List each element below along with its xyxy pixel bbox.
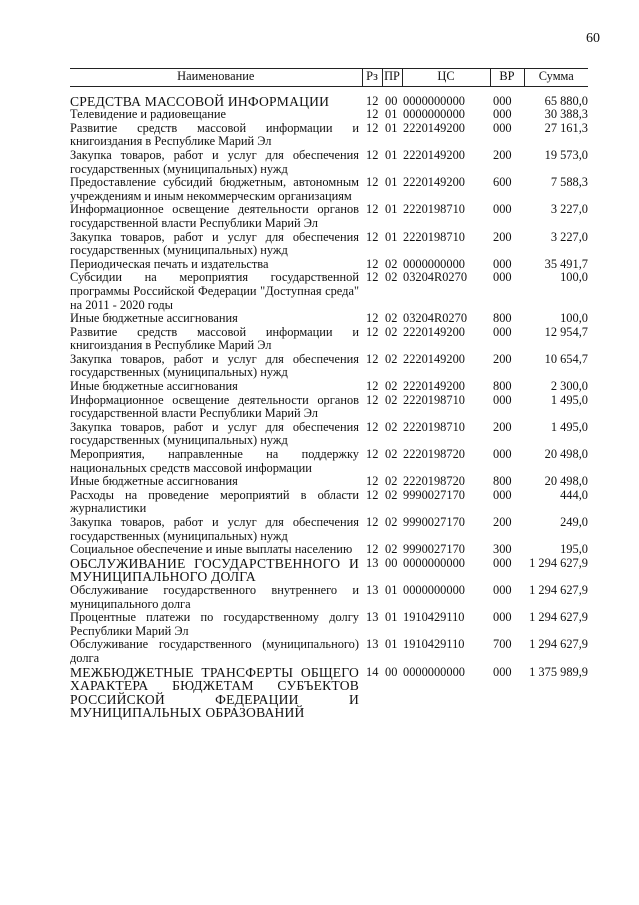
cell-rz: 12 bbox=[366, 147, 379, 162]
cell-sum: 1 294 627,9 bbox=[529, 637, 588, 652]
table-row bbox=[70, 516, 588, 543]
cell-rz: 12 bbox=[366, 392, 379, 407]
cell-vr: 000 bbox=[493, 120, 512, 135]
cell-sum: 3 227,0 bbox=[550, 229, 588, 244]
cell-cs: 1910429110 bbox=[403, 610, 465, 625]
cell-sum: 20 498,0 bbox=[544, 447, 588, 462]
section-row bbox=[70, 95, 588, 109]
header-vr: ВР bbox=[490, 69, 524, 87]
cell-sum: 1 294 627,9 bbox=[529, 555, 588, 570]
cell-sum: 27 161,3 bbox=[544, 120, 588, 135]
cell-cs: 0000000000 bbox=[403, 582, 465, 597]
cell-pr: 00 bbox=[385, 555, 398, 570]
cell-pr: 02 bbox=[385, 474, 398, 489]
table-row bbox=[70, 353, 588, 380]
cell-vr: 000 bbox=[493, 107, 512, 122]
cell-pr: 02 bbox=[385, 311, 398, 326]
cell-name: Закупка товаров, работ и услуг для обеспечения государственных (муниципальных) нужд bbox=[70, 351, 359, 380]
cell-cs: 2220149200 bbox=[403, 379, 465, 394]
cell-vr: 000 bbox=[493, 610, 512, 625]
cell-pr: 02 bbox=[385, 392, 398, 407]
table-row bbox=[70, 448, 588, 475]
cell-name: Закупка товаров, работ и услуг для обеспечения государственных (муниципальных) нужд bbox=[70, 229, 359, 258]
cell-name: Обслуживание государственного внутреннего и муниципального долга bbox=[70, 582, 359, 611]
cell-rz: 12 bbox=[366, 379, 379, 394]
cell-sum: 444,0 bbox=[560, 487, 588, 502]
cell-name: Процентные платежи по государственному долгу Республики Марий Эл bbox=[70, 610, 359, 638]
cell-name: Развитие средств массовой информации и книгоиздания в Республике Марий Эл bbox=[70, 120, 359, 149]
cell-rz: 13 bbox=[366, 555, 379, 570]
cell-vr: 000 bbox=[493, 392, 512, 407]
header-sum: Сумма bbox=[524, 69, 588, 87]
cell-cs: 2220149200 bbox=[403, 175, 465, 190]
table-row bbox=[70, 394, 588, 421]
cell-pr: 01 bbox=[385, 202, 398, 217]
cell-cs: 0000000000 bbox=[403, 664, 465, 679]
cell-rz: 13 bbox=[366, 582, 379, 597]
cell-vr: 800 bbox=[493, 379, 512, 394]
cell-rz: 12 bbox=[366, 120, 379, 135]
cell-pr: 02 bbox=[385, 515, 398, 529]
cell-rz: 12 bbox=[366, 324, 379, 339]
cell-pr: 02 bbox=[385, 324, 398, 339]
table-row bbox=[70, 380, 588, 394]
table-row bbox=[70, 108, 588, 122]
cell-pr: 01 bbox=[385, 120, 398, 135]
cell-vr: 000 bbox=[493, 582, 512, 597]
cell-pr: 01 bbox=[385, 147, 398, 162]
cell-sum: 12 954,7 bbox=[544, 324, 588, 339]
cell-cs: 0000000000 bbox=[403, 107, 465, 122]
cell-vr: 200 bbox=[493, 419, 512, 434]
cell-rz: 12 bbox=[366, 229, 379, 244]
cell-name: Иные бюджетные ассигнования bbox=[70, 379, 238, 394]
cell-name: Закупка товаров, работ и услуг для обеспечения государственных (муниципальных) нужд bbox=[70, 147, 359, 176]
cell-vr: 000 bbox=[493, 256, 512, 271]
header-name: Наименование bbox=[70, 69, 362, 87]
cell-name: Социальное обеспечение и иные выплаты населению bbox=[70, 542, 353, 557]
cell-name: Иные бюджетные ассигнования bbox=[70, 311, 238, 326]
cell-pr: 00 bbox=[385, 93, 398, 108]
cell-vr: 300 bbox=[493, 542, 512, 557]
cell-cs: 2220198720 bbox=[403, 447, 465, 462]
cell-cs: 2220149200 bbox=[403, 324, 465, 339]
cell-vr: 000 bbox=[493, 555, 512, 570]
cell-sum: 195,0 bbox=[560, 542, 588, 557]
cell-rz: 12 bbox=[366, 447, 379, 462]
cell-pr: 02 bbox=[385, 419, 398, 434]
table-row bbox=[70, 312, 588, 326]
header-pr: ПР bbox=[382, 69, 402, 87]
cell-vr: 000 bbox=[493, 664, 512, 679]
table-body bbox=[70, 95, 588, 720]
table-row bbox=[70, 203, 588, 230]
cell-rz: 12 bbox=[366, 270, 379, 285]
table-row bbox=[70, 543, 588, 557]
cell-sum: 1 375 989,9 bbox=[529, 664, 588, 679]
cell-vr: 800 bbox=[493, 311, 512, 326]
cell-sum: 1 495,0 bbox=[550, 392, 588, 407]
cell-pr: 01 bbox=[385, 107, 398, 122]
cell-pr: 00 bbox=[385, 664, 398, 679]
cell-sum: 100,0 bbox=[560, 270, 588, 285]
cell-rz: 12 bbox=[366, 419, 379, 434]
table-row bbox=[70, 122, 588, 149]
cell-rz: 12 bbox=[366, 474, 379, 489]
cell-cs: 2220149200 bbox=[403, 351, 465, 366]
cell-cs: 1910429110 bbox=[403, 637, 465, 652]
cell-pr: 01 bbox=[385, 637, 398, 652]
cell-rz: 12 bbox=[366, 107, 379, 122]
cell-rz: 12 bbox=[366, 542, 379, 557]
cell-cs: 0000000000 bbox=[403, 93, 465, 108]
cell-sum: 100,0 bbox=[560, 311, 588, 326]
cell-cs: 03204R0270 bbox=[403, 270, 468, 285]
cell-sum: 2 300,0 bbox=[550, 379, 588, 394]
cell-vr: 000 bbox=[493, 93, 512, 108]
cell-name: СРЕДСТВА МАССОВОЙ ИНФОРМАЦИИ bbox=[70, 93, 330, 109]
cell-cs: 2220198710 bbox=[403, 229, 465, 244]
cell-sum: 20 498,0 bbox=[544, 474, 588, 489]
cell-name: МЕЖБЮДЖЕТНЫЕ ТРАНСФЕРТЫ ОБЩЕГО ХАРАКТЕРА БЮДЖЕТАМ СУБЪЕКТОВ РОССИЙСКОЙ ФЕДЕРАЦИИ И МУНИЦИПАЛЬНЫХ ОБРАЗОВАНИЙ bbox=[70, 664, 359, 721]
table-row bbox=[70, 258, 588, 272]
cell-rz: 13 bbox=[366, 637, 379, 652]
cell-pr: 02 bbox=[385, 487, 398, 502]
cell-sum: 249,0 bbox=[560, 515, 588, 529]
table-row bbox=[70, 149, 588, 176]
cell-rz: 13 bbox=[366, 610, 379, 625]
cell-cs: 9990027170 bbox=[403, 542, 465, 557]
cell-name: Информационное освещение деятельности органов государственной власти Республики Марий Эл bbox=[70, 392, 359, 421]
cell-pr: 01 bbox=[385, 582, 398, 597]
table-row bbox=[70, 475, 588, 489]
table-row bbox=[70, 638, 588, 665]
cell-vr: 000 bbox=[493, 270, 512, 285]
header-rz: Рз bbox=[362, 69, 382, 87]
cell-cs: 03204R0270 bbox=[403, 311, 468, 326]
cell-name: Иные бюджетные ассигнования bbox=[70, 474, 238, 489]
section-row bbox=[70, 557, 588, 584]
cell-vr: 200 bbox=[493, 515, 512, 529]
cell-sum: 65 880,0 bbox=[544, 93, 588, 108]
cell-cs: 2220198710 bbox=[403, 392, 465, 407]
cell-sum: 1 294 627,9 bbox=[529, 610, 588, 625]
cell-pr: 01 bbox=[385, 610, 398, 625]
cell-name: Закупка товаров, работ и услуг для обеспечения государственных (муниципальных) нужд bbox=[70, 515, 359, 543]
table-row bbox=[70, 584, 588, 611]
cell-pr: 01 bbox=[385, 229, 398, 244]
cell-name: Периодическая печать и издательства bbox=[70, 256, 269, 271]
cell-rz: 12 bbox=[366, 256, 379, 271]
cell-pr: 02 bbox=[385, 256, 398, 271]
cell-rz: 12 bbox=[366, 487, 379, 502]
cell-sum: 35 491,7 bbox=[544, 256, 588, 271]
cell-cs: 2220198710 bbox=[403, 202, 465, 217]
cell-pr: 02 bbox=[385, 351, 398, 366]
cell-name: Обслуживание государственного (муниципального) долга bbox=[70, 637, 359, 665]
cell-sum: 10 654,7 bbox=[544, 351, 588, 366]
table-row bbox=[70, 489, 588, 516]
cell-pr: 02 bbox=[385, 542, 398, 557]
table-row bbox=[70, 271, 588, 312]
cell-name: Расходы на проведение мероприятий в области журналистики bbox=[70, 487, 359, 516]
cell-pr: 01 bbox=[385, 175, 398, 190]
cell-vr: 000 bbox=[493, 487, 512, 502]
cell-rz: 12 bbox=[366, 202, 379, 217]
budget-table bbox=[70, 68, 588, 720]
cell-cs: 2220198710 bbox=[403, 419, 465, 434]
cell-cs: 9990027170 bbox=[403, 515, 465, 529]
cell-rz: 12 bbox=[366, 175, 379, 190]
cell-vr: 800 bbox=[493, 474, 512, 489]
cell-cs: 2220198720 bbox=[403, 474, 465, 489]
cell-name: Развитие средств массовой информации и книгоиздания в Республике Марий Эл bbox=[70, 324, 359, 353]
cell-pr: 02 bbox=[385, 270, 398, 285]
cell-vr: 000 bbox=[493, 447, 512, 462]
table-header bbox=[70, 69, 588, 95]
section-row bbox=[70, 666, 588, 720]
table-row bbox=[70, 176, 588, 203]
cell-vr: 700 bbox=[493, 637, 512, 652]
cell-cs: 0000000000 bbox=[403, 555, 465, 570]
cell-pr: 02 bbox=[385, 447, 398, 462]
table-row bbox=[70, 326, 588, 353]
cell-name: ОБСЛУЖИВАНИЕ ГОСУДАРСТВЕННОГО И МУНИЦИПАЛЬНОГО ДОЛГА bbox=[70, 555, 359, 585]
cell-cs: 2220149200 bbox=[403, 147, 465, 162]
cell-sum: 19 573,0 bbox=[544, 147, 588, 162]
cell-name: Телевидение и радиовещание bbox=[70, 107, 227, 122]
cell-cs: 2220149200 bbox=[403, 120, 465, 135]
cell-rz: 14 bbox=[366, 664, 379, 679]
cell-sum: 30 388,3 bbox=[544, 107, 588, 122]
cell-vr: 000 bbox=[493, 324, 512, 339]
cell-name: Информационное освещение деятельности органов государственной власти Республики Марий Эл bbox=[70, 202, 359, 230]
table-row bbox=[70, 611, 588, 638]
cell-rz: 12 bbox=[366, 311, 379, 326]
table-row bbox=[70, 421, 588, 448]
cell-vr: 000 bbox=[493, 202, 512, 217]
table-row bbox=[70, 231, 588, 258]
cell-sum: 1 294 627,9 bbox=[529, 582, 588, 597]
cell-name: Закупка товаров, работ и услуг для обеспечения государственных (муниципальных) нужд bbox=[70, 419, 359, 448]
cell-name: Предоставление субсидий бюджетным, автономным учреждениям и иным некоммерческим организациям bbox=[70, 175, 359, 203]
cell-rz: 12 bbox=[366, 351, 379, 366]
cell-rz: 12 bbox=[366, 515, 379, 529]
cell-vr: 600 bbox=[493, 175, 512, 190]
page-number: 60 bbox=[586, 31, 600, 46]
cell-pr: 02 bbox=[385, 379, 398, 394]
cell-name: Субсидии на мероприятия государственной программы Российской Федерации "Доступная среда" на 2011 - 2020 годы bbox=[70, 270, 359, 312]
cell-vr: 200 bbox=[493, 229, 512, 244]
cell-sum: 1 495,0 bbox=[550, 419, 588, 434]
cell-name: Мероприятия, направленные на поддержку национальных средств массовой информации bbox=[70, 447, 359, 475]
cell-cs: 9990027170 bbox=[403, 487, 465, 502]
cell-sum: 7 588,3 bbox=[550, 175, 588, 190]
cell-vr: 200 bbox=[493, 147, 512, 162]
cell-rz: 12 bbox=[366, 93, 379, 108]
cell-cs: 0000000000 bbox=[403, 256, 465, 271]
cell-sum: 3 227,0 bbox=[550, 202, 588, 217]
cell-vr: 200 bbox=[493, 351, 512, 366]
header-cs: ЦС bbox=[402, 69, 490, 87]
